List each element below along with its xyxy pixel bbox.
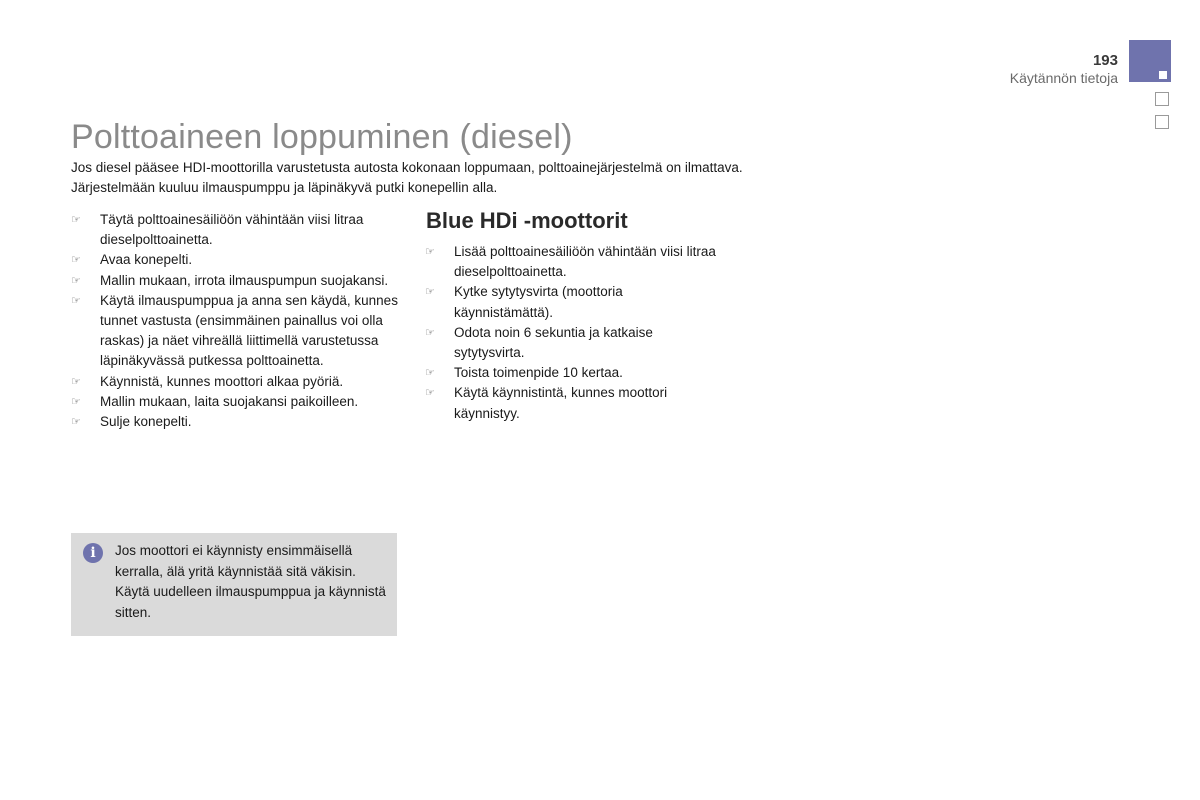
step-text: Mallin mukaan, irrota ilmauspumpun suojakansi. — [100, 272, 389, 288]
list-item — [71, 291, 401, 372]
list-item — [71, 392, 401, 412]
step-text: Käynnistä, kunnes moottori alkaa pyöriä. — [100, 373, 344, 389]
bluehdi-steps-list — [425, 242, 725, 424]
list-item — [71, 210, 401, 250]
intro-text — [71, 158, 871, 198]
intro-line: Järjestelmään kuuluu ilmauspumppu ja läpinäkyvä putki konepellin alla. — [71, 180, 498, 195]
step-text: Kytke sytytysvirta (moottoria käynnistämättä). — [454, 284, 623, 320]
intro-line: Jos diesel pääsee HDI-moottorilla varustetusta autosta kokonaan loppumaan, polttoainejärjestelmä on ilmattava. — [71, 160, 743, 175]
list-item — [71, 250, 401, 270]
step-text: Käytä ilmauspumppua ja anna sen käydä, kunnes tunnet vastusta (ensimmäinen painallus voi olla raskas) ja näet vihreällä liittimellä varustetussa läpinäkyvässä putkessa polttoainetta. — [100, 292, 398, 369]
section-name: Käytännön tietoja — [1009, 70, 1118, 86]
list-item — [425, 383, 725, 423]
step-text: Käytä käynnistintä, kunnes moottori käynnistyy. — [454, 385, 668, 421]
step-text: Sulje konepelti. — [100, 414, 192, 430]
step-text: Lisää polttoainesäiliöön vähintään viisi litraa dieselpolttoainetta. — [454, 244, 716, 280]
info-box — [71, 533, 397, 636]
list-item — [425, 363, 725, 383]
pointing-hand-icon: ☞ — [71, 214, 81, 226]
page-title: Polttoaineen loppuminen (diesel) — [71, 118, 573, 156]
main-steps-list — [71, 210, 401, 432]
pointing-hand-icon: ☞ — [425, 387, 435, 400]
info-text: Jos moottori ei käynnisty ensimmäisellä kerralla, älä yritä käynnistää sitä väkisin. Käytä uudelleen ilmauspumppua ja käynnistä sitten. — [115, 543, 386, 620]
pointing-hand-icon: ☞ — [71, 416, 81, 429]
pointing-hand-icon: ☞ — [425, 326, 435, 339]
pointing-hand-icon: ☞ — [425, 367, 435, 380]
page-number: 193 — [1092, 52, 1118, 69]
step-text: Täytä polttoainesäiliöön vähintään viisi litraa dieselpolttoainetta. — [100, 212, 364, 248]
list-item — [425, 242, 725, 282]
step-text: Avaa konepelti. — [100, 252, 193, 268]
info-icon: i — [83, 543, 103, 563]
list-item — [71, 372, 401, 392]
pointing-hand-icon: ☞ — [71, 254, 81, 267]
step-text: Odota noin 6 sekuntia ja katkaise sytytysvirta. — [454, 324, 653, 361]
section-tab-icon — [1155, 92, 1169, 106]
list-item — [425, 323, 725, 363]
section-tab-icon — [1155, 115, 1169, 129]
pointing-hand-icon: ☞ — [71, 294, 81, 307]
step-text: Toista toimenpide 10 kertaa. — [454, 365, 623, 381]
step-text: Mallin mukaan, laita suojakansi paikoilleen. — [100, 393, 359, 409]
list-item — [71, 412, 401, 432]
list-item — [425, 282, 725, 322]
section-tab-active-icon — [1129, 40, 1171, 82]
pointing-hand-icon: ☞ — [71, 274, 81, 287]
pointing-hand-icon: ☞ — [425, 286, 435, 299]
pointing-hand-icon: ☞ — [71, 395, 81, 408]
bluehdi-title: Blue HDi -moottorit — [426, 208, 628, 233]
pointing-hand-icon: ☞ — [71, 375, 81, 388]
list-item — [71, 271, 401, 291]
pointing-hand-icon: ☞ — [425, 246, 435, 258]
